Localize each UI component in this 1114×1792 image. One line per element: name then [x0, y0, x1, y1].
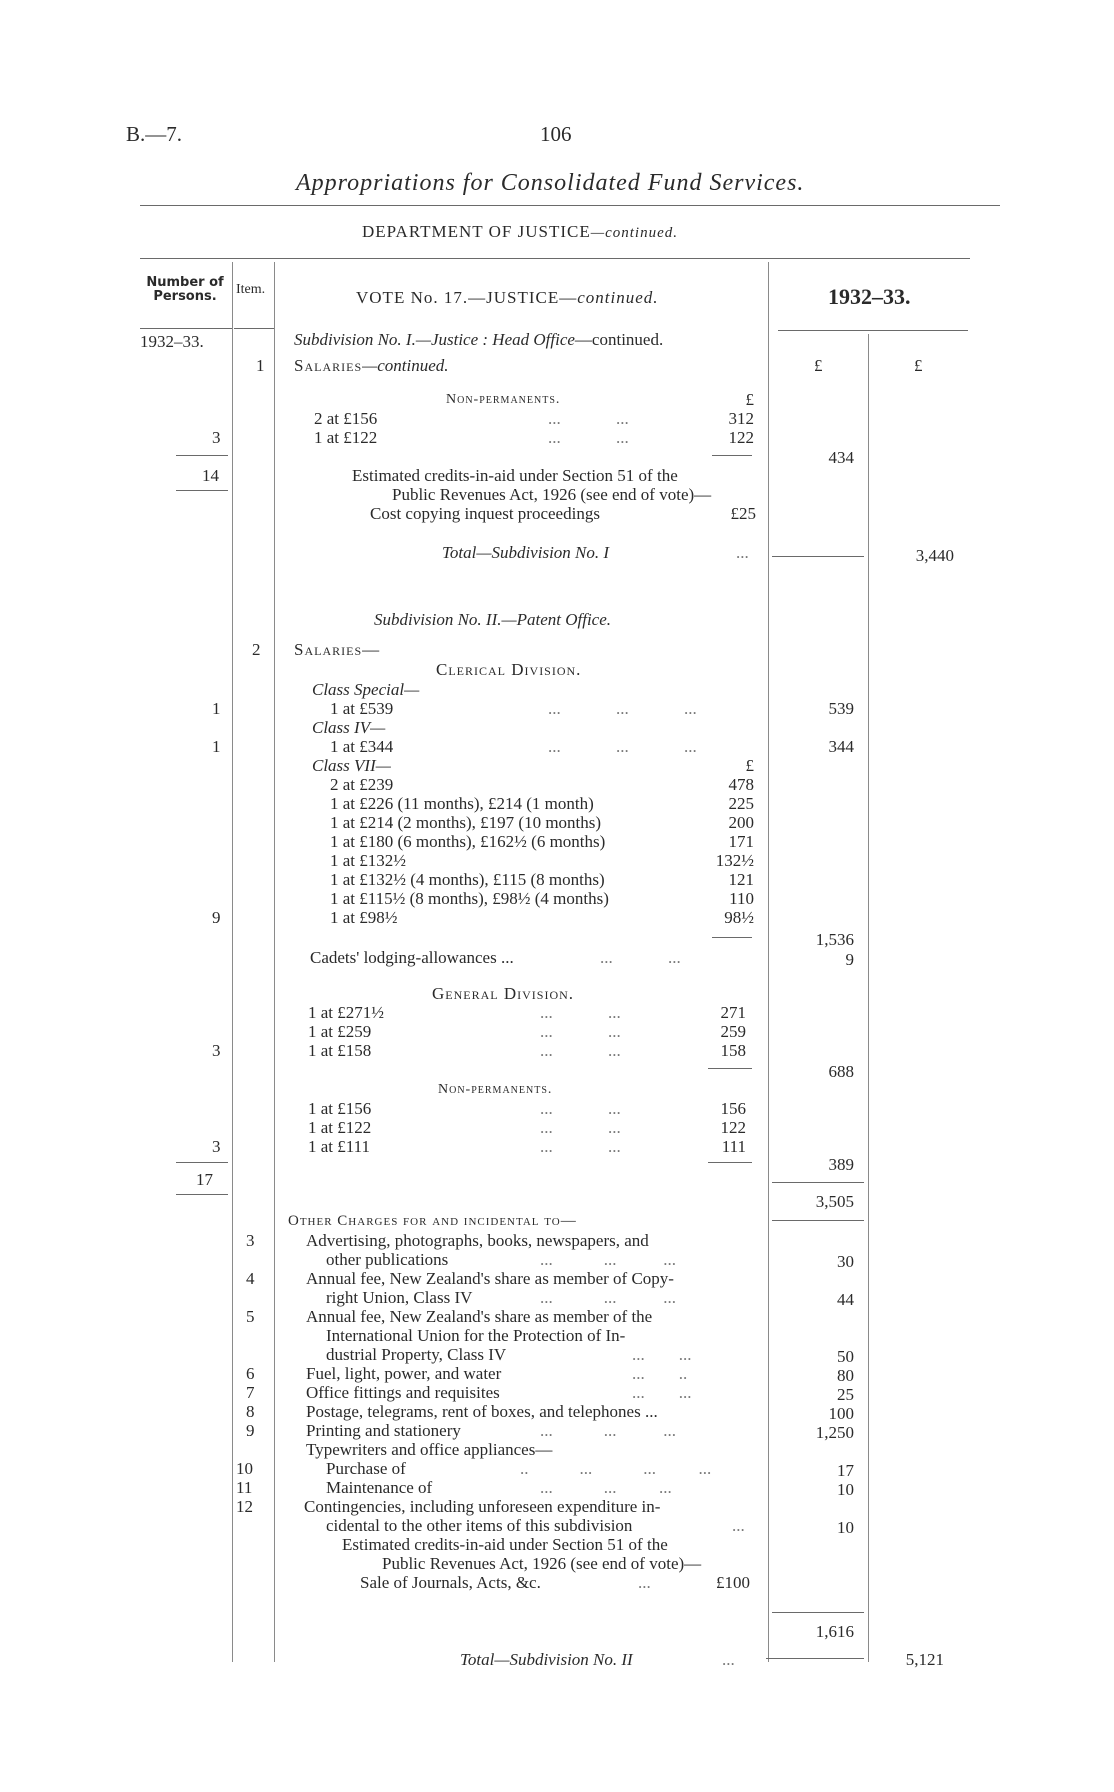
class-vii-row: 1 at £180 (6 months), £162½ (6 months) [330, 832, 606, 851]
class-special-row: 1 at £539 [330, 699, 394, 718]
sub2-persons-total: 17 [196, 1170, 213, 1189]
leader-dots: ... ... [540, 1041, 621, 1060]
nonperm-rule [708, 1162, 752, 1163]
persons-total-rule [176, 490, 228, 491]
class-vii-row: 1 at £98½ [330, 908, 398, 927]
class-vii-row: 2 at £239 [330, 775, 394, 794]
sub1-nonpermanents-heading: Non-permanents. [446, 392, 561, 407]
typewriter-item-amount: 17 [837, 1461, 854, 1480]
leader-dots: ... ... ... [548, 699, 697, 718]
leader-dots: ... [732, 1516, 745, 1535]
salaries-total-rule [772, 1182, 864, 1183]
sub2-item-number: 2 [252, 640, 261, 659]
other-item-line: Fuel, light, power, and water [306, 1364, 502, 1383]
other-charges-total: 1,616 [815, 1622, 854, 1641]
page-title: Appropriations for Consolidated Fund Services. [296, 170, 805, 196]
class-vii-amount: 132½ [715, 851, 754, 870]
pound-sign-2: £ [914, 356, 923, 375]
general-amount: 259 [720, 1022, 746, 1041]
amount-column-rule [868, 334, 869, 1662]
contingencies-amount: 10 [837, 1518, 854, 1537]
item-column-header: Item. [236, 282, 266, 297]
other-item-line: Office fittings and requisites [306, 1383, 500, 1402]
sub1-item-number: 1 [256, 356, 265, 375]
sub2-nonpermanents-heading: Non-permanents. [438, 1082, 553, 1097]
vote-heading: VOTE No. 17.—JUSTICE—continued. [356, 288, 659, 307]
nonperm-row: 1 at £156 [308, 1099, 372, 1118]
class-iv-label: Class IV— [312, 718, 386, 737]
class-vii-amount: 98½ [724, 908, 754, 927]
leader-dots: ... [722, 1650, 735, 1669]
typewriter-item-text: Maintenance of [326, 1478, 433, 1497]
class-vii-row: 1 at £132½ (4 months), £115 (8 months) [330, 870, 605, 889]
sub2-salaries-label: Salaries— [294, 640, 381, 659]
class-vii-amount: 200 [728, 813, 754, 832]
leader-dots: ... ... ... [540, 1288, 676, 1307]
sub1-persons-total: 14 [202, 466, 219, 485]
class-vii-amount: 478 [728, 775, 754, 794]
other-item-number: 8 [246, 1402, 255, 1421]
sub1-salaries-subtotal: 434 [828, 448, 854, 467]
general-amount: 271 [720, 1003, 746, 1022]
sub2-total-rule [766, 1658, 864, 1659]
other-item-amount: 25 [837, 1385, 854, 1404]
item-column-rule [274, 262, 275, 1662]
item-header-rule [234, 328, 274, 329]
sub1-row-2-amount: 122 [728, 428, 754, 447]
other-item-line: International Union for the Protection of In- [326, 1326, 626, 1345]
class-vii-row: 1 at £226 (11 months), £214 (1 month) [330, 794, 594, 813]
leader-dots: ... ... [548, 428, 629, 447]
subdivision-1-heading: Subdivision No. I.—Justice : Head Office—continued. [294, 330, 664, 349]
sub1-salaries-label: Salaries—continued. [294, 356, 449, 375]
persons-subtotal-rule [176, 455, 228, 456]
department-heading: DEPARTMENT OF JUSTICE—continued. [362, 222, 678, 241]
sub1-row-2: 1 at £122 [314, 428, 378, 447]
sub2-credits-amount: £100 [716, 1573, 750, 1592]
leader-dots: ... ... [540, 1137, 621, 1156]
other-item-number: 9 [246, 1421, 255, 1440]
other-item-line: other publications [326, 1250, 449, 1269]
sub1-credits-line-1: Estimated credits-in-aid under Section 51 of the [352, 466, 678, 485]
other-item-line: Annual fee, New Zealand's share as member of Copy- [306, 1269, 674, 1288]
sub1-row-1: 2 at £156 [314, 409, 378, 428]
class-vii-amount: 121 [728, 870, 754, 889]
persons-header-rule [140, 328, 232, 329]
typewriters-heading: Typewriters and office appliances— [306, 1440, 553, 1459]
sub1-credits-line-2: Public Revenues Act, 1926 (see end of vote)— [392, 485, 712, 504]
leader-dots: ... [638, 1573, 651, 1592]
other-item-number: 5 [246, 1307, 255, 1326]
class-vii-amount: 171 [728, 832, 754, 851]
leader-dots: ... .. [632, 1364, 688, 1383]
sub1-total-rule [772, 556, 864, 557]
sub1-credits-amount: £25 [730, 504, 756, 523]
sub2-credits-line-2: Public Revenues Act, 1926 (see end of vote)— [382, 1554, 702, 1573]
leader-dots: ... ... [548, 409, 629, 428]
class-vii-amount: 225 [728, 794, 754, 813]
nonperm-amount: 156 [720, 1099, 746, 1118]
persons-column-header: Number of Persons. [146, 275, 224, 304]
cadets-allowance-amount: 9 [845, 950, 854, 969]
leader-dots: .. ... ... ... [520, 1459, 712, 1478]
class-vii-pound: £ [745, 756, 754, 775]
sub1-total: 3,440 [915, 546, 954, 565]
sub1-total-label: Total—Subdivision No. I [442, 543, 610, 562]
contingencies-line: Contingencies, including unforeseen expenditure in- [304, 1497, 661, 1516]
class-vii-row: 1 at £214 (2 months), £197 (10 months) [330, 813, 602, 832]
leader-dots: ... ... [540, 1099, 621, 1118]
sub2-credits-line-1: Estimated credits-in-aid under Section 51 of the [342, 1535, 668, 1554]
typewriter-item-number: 10 [236, 1459, 253, 1478]
description-column-rule [768, 262, 769, 1662]
nonperm-total: 389 [828, 1155, 854, 1174]
leader-dots: ... [736, 543, 749, 562]
class-iv-row: 1 at £344 [330, 737, 394, 756]
document-reference: B.—7. [126, 122, 183, 146]
class-vii-rule [712, 937, 752, 938]
leader-dots: ... ... [600, 948, 681, 967]
page-number: 106 [540, 122, 572, 146]
other-item-amount: 44 [837, 1290, 854, 1309]
leader-dots: ... ... ... [540, 1421, 676, 1440]
class-iv-persons: 1 [212, 737, 221, 756]
other-item-amount: 80 [837, 1366, 854, 1385]
class-vii-row: 1 at £115½ (8 months), £98½ (4 months) [330, 889, 609, 908]
other-item-number: 3 [246, 1231, 255, 1250]
class-vii-label: Class VII— [312, 756, 391, 775]
typewriter-item-amount: 10 [837, 1480, 854, 1499]
other-item-line: Annual fee, New Zealand's share as member of the [306, 1307, 653, 1326]
sub2-total: 5,121 [905, 1650, 944, 1669]
nonperm-persons: 3 [212, 1137, 221, 1156]
class-iv-amount: 344 [828, 737, 854, 756]
general-amount: 158 [720, 1041, 746, 1060]
general-row: 1 at £158 [308, 1041, 372, 1060]
general-rule [708, 1068, 752, 1069]
sub2-salaries-total: 3,505 [815, 1192, 854, 1211]
general-row: 1 at £271½ [308, 1003, 385, 1022]
leader-dots: ... ... [540, 1003, 621, 1022]
leader-dots: ... ... ... [548, 737, 697, 756]
contingencies-item-number: 12 [236, 1497, 253, 1516]
class-special-persons: 1 [212, 699, 221, 718]
nonperm-amount: 111 [721, 1137, 746, 1156]
other-item-line: dustrial Property, Class IV [326, 1345, 507, 1364]
sub1-row-1-amount: 312 [728, 409, 754, 428]
class-special-label: Class Special— [312, 680, 420, 699]
leader-dots: ... ... [632, 1383, 692, 1402]
leader-dots: ... ... [632, 1345, 692, 1364]
class-vii-persons: 9 [212, 908, 221, 927]
other-item-line: Printing and stationery [306, 1421, 461, 1440]
general-persons: 3 [212, 1041, 221, 1060]
salaries-total-rule-2 [772, 1220, 864, 1221]
leader-dots: ... ... [540, 1118, 621, 1137]
clerical-division-heading: Clerical Division. [436, 660, 582, 679]
contingencies-line: cidental to the other items of this subdivision [326, 1516, 633, 1535]
other-charges-heading: Other Charges for and incidental to— [288, 1213, 577, 1229]
other-item-line: Postage, telegrams, rent of boxes, and telephones ... [306, 1402, 658, 1421]
subdivision-2-heading: Subdivision No. II.—Patent Office. [374, 610, 612, 629]
leader-dots: ... ... ... [540, 1478, 672, 1497]
typewriter-item-number: 11 [236, 1478, 253, 1497]
year-header-rule [778, 330, 968, 331]
header-rule [140, 258, 970, 259]
other-item-line: right Union, Class IV [326, 1288, 473, 1307]
pound-sign-1: £ [814, 356, 823, 375]
class-vii-amount: 110 [729, 889, 754, 908]
leader-dots: ... ... [540, 1022, 621, 1041]
other-item-number: 4 [246, 1269, 255, 1288]
persons-column-rule [232, 262, 233, 1662]
sub1-nonperm-persons: 3 [212, 428, 221, 447]
sub1-credits-line-3: Cost copying inquest proceedings [370, 504, 600, 523]
general-division-heading: General Division. [432, 984, 575, 1003]
sub2-credits-line-3: Sale of Journals, Acts, &c. [360, 1573, 541, 1592]
other-item-number: 7 [246, 1383, 255, 1402]
amount-subtotal-rule [712, 455, 752, 456]
persons-final-rule [176, 1194, 228, 1195]
sub2-total-label: Total—Subdivision No. II [460, 1650, 633, 1669]
title-rule [140, 205, 1000, 206]
nonperm-amount: 122 [720, 1118, 746, 1137]
general-row: 1 at £259 [308, 1022, 372, 1041]
nonperm-row: 1 at £122 [308, 1118, 372, 1137]
class-special-amount: 539 [828, 699, 854, 718]
other-item-amount: 50 [837, 1347, 854, 1366]
other-item-amount: 1,250 [815, 1423, 854, 1442]
year-column-header: 1932–33. [828, 284, 911, 309]
nonperm-row: 1 at £111 [308, 1137, 371, 1156]
typewriter-item-text: Purchase of [326, 1459, 406, 1478]
other-item-amount: 30 [837, 1252, 854, 1271]
other-item-line: Advertising, photographs, books, newspapers, and [306, 1231, 649, 1250]
class-vii-row: 1 at £132½ [330, 851, 407, 870]
class-vii-total: 1,536 [815, 930, 854, 949]
other-item-number: 6 [246, 1364, 255, 1383]
cadets-allowance-label: Cadets' lodging-allowances ... [310, 948, 514, 967]
persons-total-rule-2 [176, 1162, 228, 1163]
general-total: 688 [828, 1062, 854, 1081]
sub1-nonperm-pound: £ [745, 390, 754, 409]
persons-year-label: 1932–33. [140, 332, 204, 351]
leader-dots: ... ... ... [540, 1250, 676, 1269]
other-item-amount: 100 [828, 1404, 854, 1423]
other-charges-rule [772, 1612, 864, 1613]
